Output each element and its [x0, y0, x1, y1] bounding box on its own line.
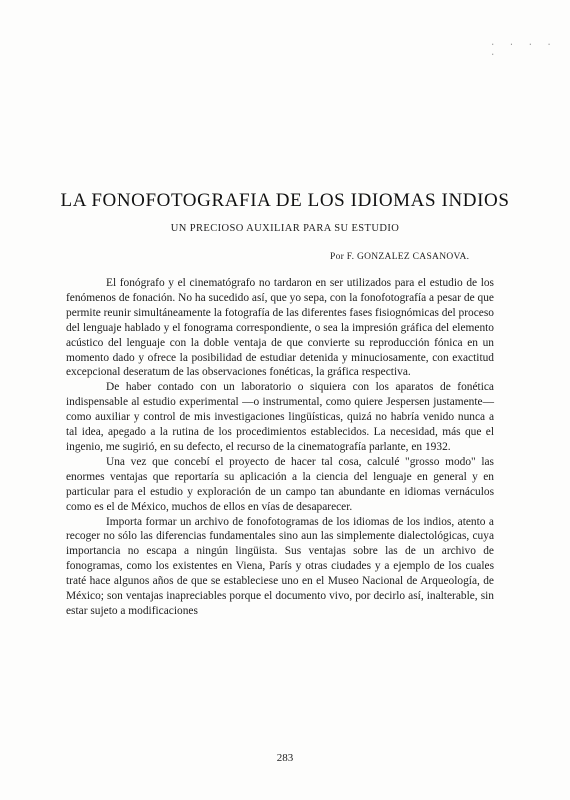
paragraph: El fonógrafo y el cinematógrafo no tardaron en ser utilizados para el estudio de los fenómenos de fonación. No ha sucedido así, que yo sepa, con la fonofotografía a pesar de que permite reunir simultáneamente la fotografía de las diferentes fases fisiognómicas del proceso del lenguaje hablado y el fonograma correspondiente, o sea la impresión gráfica del elemento acústico del lenguaje con la doble ventaja de que convierte su reproducción fónica en un momento dado y ofrece la posibilidad de estudiar detenida y minuciosamente, con exactitud excepcional deseratum de las observaciones fonéticas, la gráfica respectiva. — [66, 277, 494, 379]
article-title: LA FONOFOTOGRAFIA DE LOS IDIOMAS INDIOS — [60, 190, 510, 211]
page-number: 283 — [276, 752, 294, 764]
article-body — [66, 276, 494, 619]
paragraph: Importa formar un archivo de fonofotogramas de los idiomas de los indios, atento a recoger no sólo las diferencias fundamentales sino aun las simplemente dialectológicas, cuya importancia no escapa a ningún lingüista. Sus ventajas sobre las de un archivo de fonogramas, como los existentes en Viena, París y otras ciudades y a ejemplo de los cuales traté hace algunos años de que se estableciese uno en el Museo Nacional de Arqueología, de México; son ventajas inapreciables porque el documento vivo, por decirlo así, inalterable, sin estar sujeto a modificaciones — [66, 515, 494, 617]
paragraph: Una vez que concebí el proyecto de hacer tal cosa, calculé "grosso modo" las enormes ventajas que reportaría su aplicación a la ciencia del lenguaje en general y en particular para el estudio y exploración de un campo tan abundante en idiomas vernáculos como es el de México, muchos de ellos en vías de desaparecer. — [66, 455, 494, 513]
article-subtitle: UN PRECIOSO AUXILIAR PARA SU ESTUDIO — [170, 223, 400, 234]
article-author: Por F. GONZALEZ CASANOVA. — [330, 252, 470, 262]
edge-marks: · · · · · — [490, 40, 556, 60]
paragraph: De haber contado con un laboratorio o siquiera con los aparatos de fonética indispensable al estudio experimental —o instrumental, como quiere Jespersen justamente— como auxiliar y control de mis investigaciones lingüísticas, quizá no habría venido nunca a tal idea, apegado a la rutina de los procedimientos establecidos. La necesidad, más que el ingenio, me sugirió, en su defecto, el recurso de la cinematografía parlante, en 1932. — [66, 381, 494, 453]
